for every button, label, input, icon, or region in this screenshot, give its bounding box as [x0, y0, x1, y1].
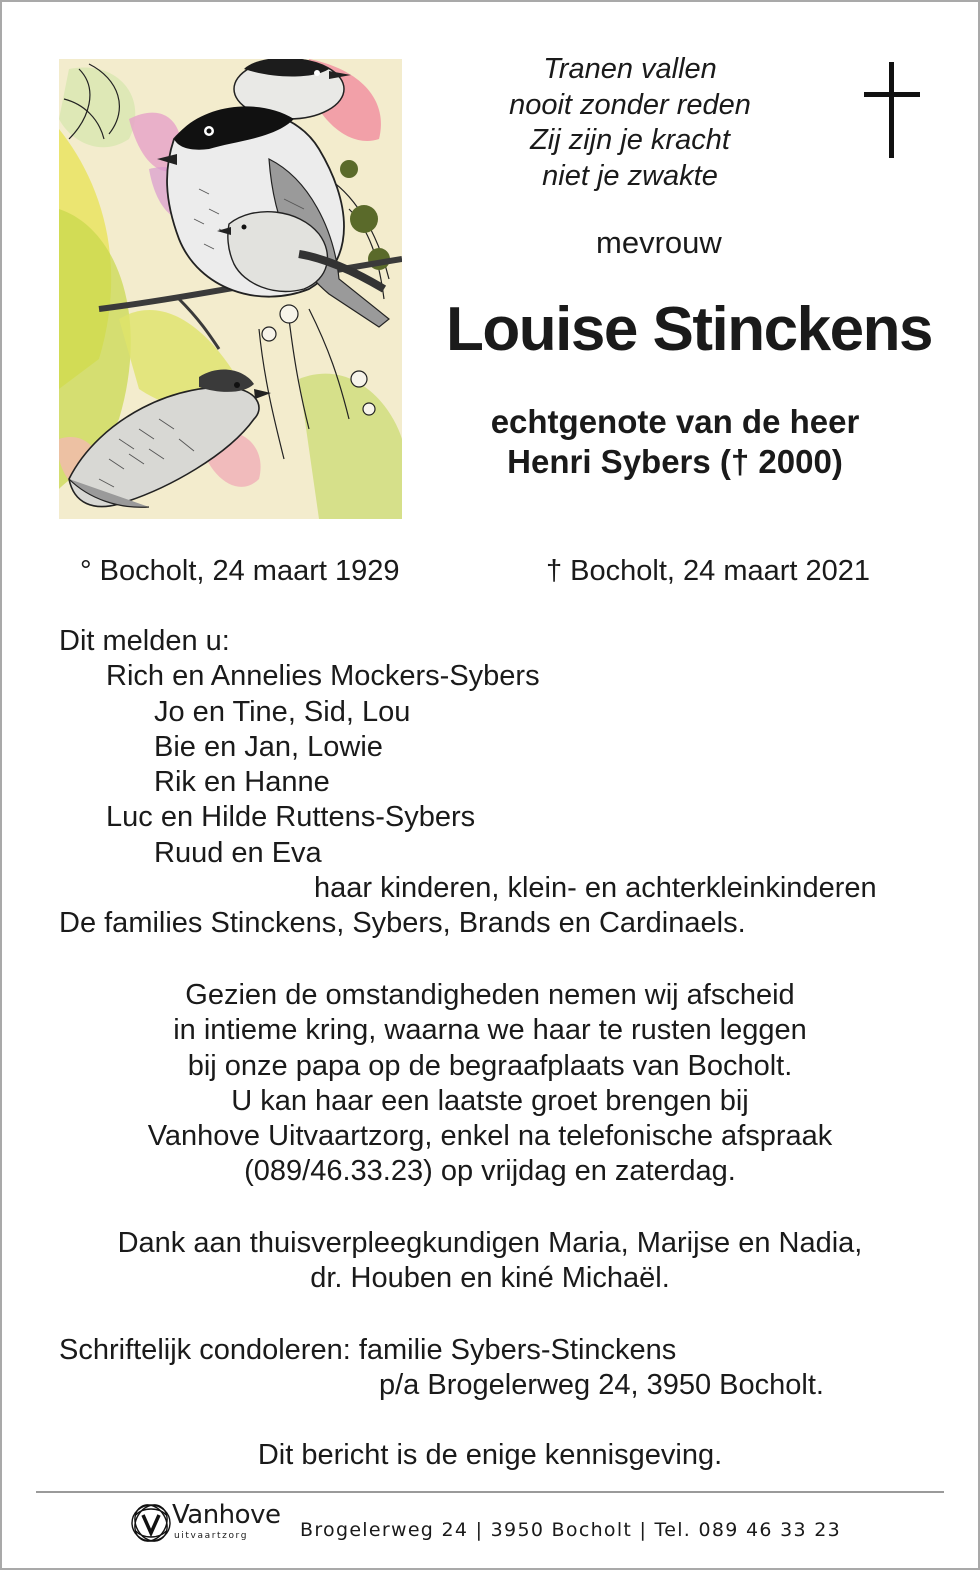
spouse-line: echtgenote van de heer: [490, 403, 860, 440]
poem-line: Tranen vallen: [543, 53, 717, 85]
farewell-line: Gezien de omstandigheden nemen wij afscheid: [185, 979, 795, 1011]
poem-line: nooit zonder reden: [509, 88, 751, 121]
announcement-intro: Dit melden u:: [59, 625, 230, 657]
farewell-line: U kan haar een laatste groet brengen bij: [231, 1084, 749, 1117]
bird-illustration: [59, 59, 402, 519]
thanks-line: Dank aan thuisverpleegkundigen Maria, Marijse en Nadia,: [117, 1227, 863, 1259]
farewell-line: Vanhove Uitvaartzorg, enkel na telefonische afspraak: [147, 1120, 833, 1153]
family-line: Rich en Annelies Mockers-Sybers: [106, 660, 540, 693]
farewell-line: bij onze papa op de begraafplaats van Bocholt.: [187, 1049, 793, 1082]
family-line: Jo en Tine, Sid, Lou: [154, 695, 411, 728]
cross-icon: [864, 62, 920, 158]
announcement: [59, 624, 877, 942]
family-line: Luc en Hilde Ruttens-Sybers: [106, 801, 476, 834]
farewell-line: (089/46.33.23) op vrijdag en zaterdag.: [244, 1155, 736, 1188]
birth-info: ° Bocholt, 24 maart 1929: [80, 555, 400, 587]
family-line: Ruud en Eva: [154, 836, 322, 869]
footer-contact: Brogelerweg 24 | 3950 Bocholt | Tel. 089 46 33 23: [300, 1519, 841, 1541]
vanhove-logo: [128, 1499, 288, 1549]
thanks-text: [0, 1226, 980, 1297]
family-line: haar kinderen, klein- en achterkleinkinderen: [314, 872, 877, 905]
spouse-info: [440, 402, 910, 482]
poem-line: Zij zijn je kracht: [530, 124, 730, 156]
notice-text: Dit bericht is de enige kennisgeving.: [257, 1439, 723, 1471]
condolences-address: p/a Brogelerweg 24, 3950 Bocholt.: [379, 1369, 824, 1402]
vanhove-logo-mark-icon: [128, 1501, 174, 1545]
poem: [460, 52, 800, 194]
honorific: mevrouw: [596, 225, 722, 260]
family-line: Bie en Jan, Lowie: [154, 730, 383, 763]
family-line: Rik en Hanne: [154, 766, 330, 799]
condolences: [59, 1333, 824, 1404]
logo-subtitle: uitvaartzorg: [174, 1531, 249, 1541]
logo-name: Vanhove: [172, 1500, 281, 1530]
farewell-line: in intieme kring, waarna we haar te rusten leggen: [173, 1014, 807, 1047]
condolences-line: Schriftelijk condoleren: familie Sybers-Stinckens: [59, 1334, 677, 1366]
spouse-line: Henri Sybers († 2000): [507, 443, 843, 480]
death-info: † Bocholt, 24 maart 2021: [546, 555, 871, 587]
deceased-name: Louise Stinckens: [446, 295, 932, 364]
families-line: De families Stinckens, Sybers, Brands en Cardinaels.: [59, 907, 746, 940]
footer-divider: [36, 1491, 944, 1493]
poem-line: niet je zwakte: [542, 159, 718, 192]
thanks-line: dr. Houben en kiné Michaël.: [310, 1262, 670, 1295]
farewell-text: [0, 978, 980, 1190]
